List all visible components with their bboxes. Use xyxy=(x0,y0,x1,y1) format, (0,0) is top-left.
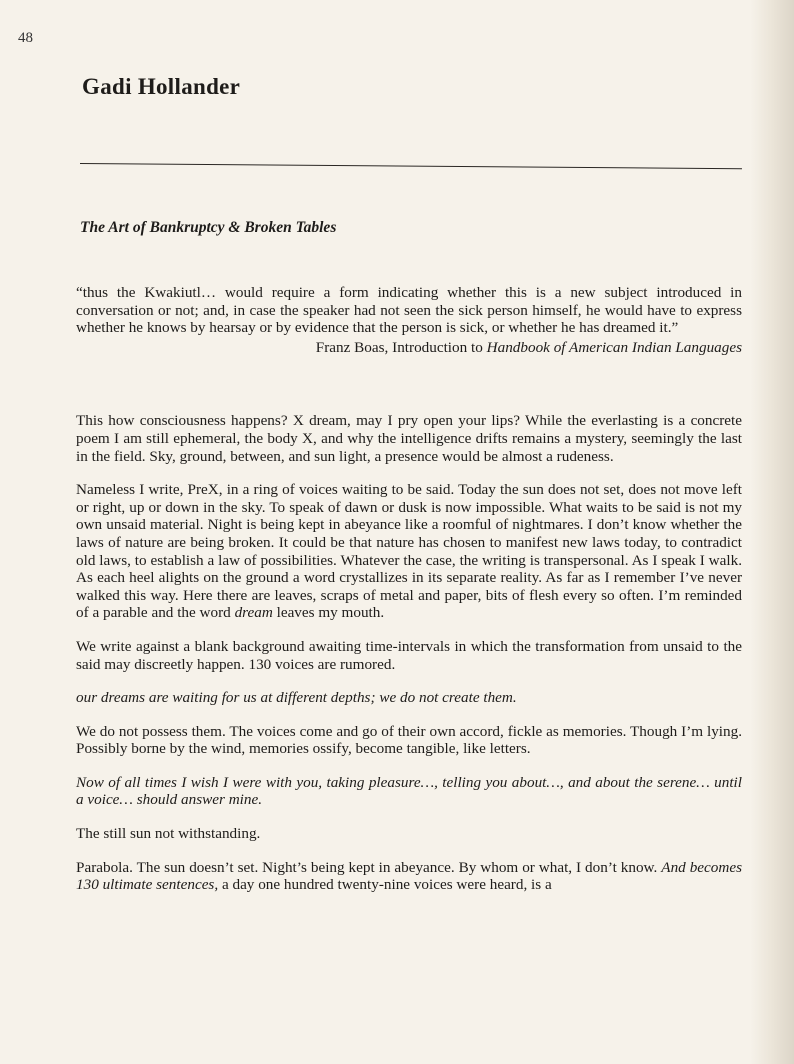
paragraph-8-text-b: a day one hundred twenty-nine voices were heard, is a xyxy=(218,876,552,894)
horizontal-rule xyxy=(80,163,742,169)
paragraph-4-italic: our dreams are waiting for us at different depths; we do not create them. xyxy=(76,689,517,707)
paragraph-2 xyxy=(76,481,742,622)
paragraph-5: We do not possess them. The voices come and go of their own accord, fickle as memories. Though I’m lying. Possibly borne by the wind, memories ossify, become tangible, like letters. xyxy=(76,722,742,758)
paragraph-6-italic: Now of all times I wish I were with you, taking pleasure…, telling you about…, and about the serene… until a voice… should answer mine. xyxy=(76,773,742,809)
body-text xyxy=(76,284,742,894)
page-gutter-shadow xyxy=(750,0,794,1064)
epigraph-attribution xyxy=(76,339,742,357)
paragraph-2-text-b: leaves my mouth. xyxy=(272,604,385,622)
paragraph-2-italic: dream xyxy=(234,604,273,622)
paragraph-3: We write against a blank background awaiting time-intervals in which the transformation from unsaid to the said may discreetly happen. 130 voices are rumored. xyxy=(76,637,742,673)
author-name: Gadi Hollander xyxy=(82,74,241,99)
paragraph-8-text-a: Parabola. The sun doesn’t set. Night’s being kept in abeyance. By whom or what, I don’t know. xyxy=(76,858,662,876)
paragraph-2-text-a: Nameless I write, PreX, in a ring of voices waiting to be said. Today the sun does not set, does not move left or right, up or down in the sky. To speak of dawn or dusk is now impossible. What waits to be said is not my own unsaid material. Night is being kept in abeyance like a roomful of nightmares. I don’t know whether the laws of nature are being broken. It could be that nature has chosen to manifest new laws today, to contradict old laws, to establish a law of possibilities. Whatever the case, the writing is transpersonal. As I speak I walk. As each heel alights on the ground a word crystallizes in its separate reality. As far as I remember I’ve never walked this way. Here there are leaves, scraps of metal and paper, bits of flesh every so often. I’m reminded of a parable and the word xyxy=(76,481,742,622)
paragraph-1: This how consciousness happens? X dream, may I pry open your lips? While the everlasting is a concrete poem I am still ephemeral, the body X, and why the intelligence drifts remains a mystery, seemingly the last in the field. Sky, ground, between, and sun light, a presence would be almost a rudeness. xyxy=(76,412,742,465)
attribution-work: Handbook of American Indian Languages xyxy=(486,338,742,356)
attribution-prefix: Franz Boas, Introduction to xyxy=(315,338,487,356)
essay-title: The Art of Bankruptcy & Broken Tables xyxy=(80,219,337,236)
page-number: 48 xyxy=(18,30,33,46)
epigraph-quote: “thus the Kwakiutl… would require a form indicating whether this is a new subject introduced in conversation or not; and, in case the speaker had not seen the sick person himself, he would have to express whether he knows by hearsay or by evidence that the person is sick, or whether he has dreamed it.” xyxy=(76,284,742,337)
paragraph-7: The still sun not withstanding. xyxy=(76,825,261,843)
paragraph-8-italic: And becomes 130 ultimate sentences, xyxy=(76,858,742,894)
paragraph-8 xyxy=(76,859,742,894)
